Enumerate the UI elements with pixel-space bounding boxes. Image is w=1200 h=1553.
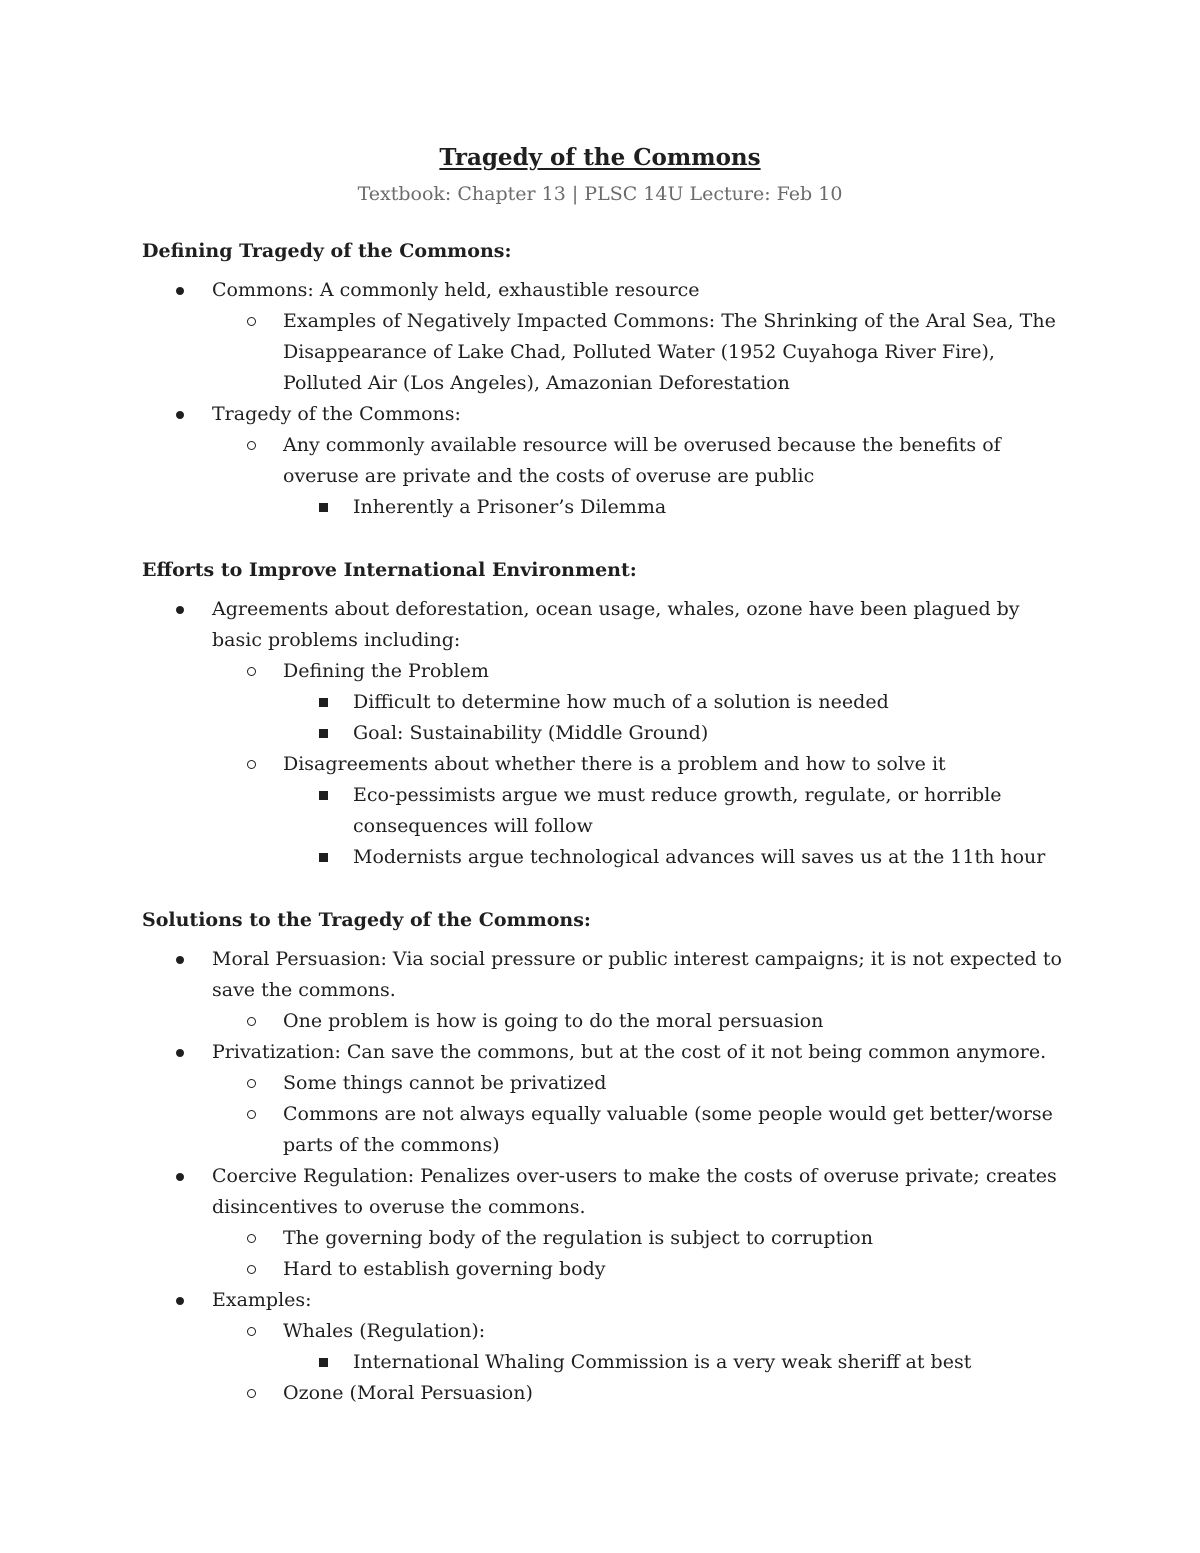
filled-square-bullet-icon xyxy=(319,1358,328,1367)
filled-circle-bullet-icon xyxy=(176,1297,184,1305)
hollow-circle-bullet-icon xyxy=(247,1079,256,1088)
list-item xyxy=(142,594,1062,656)
list-item-text: Defining the Problem xyxy=(283,660,489,682)
list-item-text: Tragedy of the Commons: xyxy=(212,403,461,425)
list-item xyxy=(142,944,1062,1006)
list-item xyxy=(142,1285,1062,1316)
list-item-text: Goal: Sustainability (Middle Ground) xyxy=(353,722,709,744)
list-item-text: Whales (Regulation): xyxy=(283,1320,486,1342)
hollow-circle-bullet-icon xyxy=(247,1234,256,1243)
filled-circle-bullet-icon xyxy=(176,606,184,614)
filled-square-bullet-icon xyxy=(319,698,328,707)
list-item xyxy=(142,687,1062,718)
list-item xyxy=(142,1161,1062,1223)
list-item xyxy=(142,1099,1062,1161)
list-item-text: Examples of Negatively Impacted Commons: The Shrinking of the Aral Sea, The Disappearance of Lake Chad, Polluted Water (1952 Cuyahoga River Fire), Polluted Air (Los Angeles), Amazonian Deforestation xyxy=(283,310,1056,394)
filled-circle-bullet-icon xyxy=(176,1173,184,1181)
hollow-circle-bullet-icon xyxy=(247,1327,256,1336)
filled-square-bullet-icon xyxy=(319,853,328,862)
list-item-text: Inherently a Prisoner’s Dilemma xyxy=(353,496,667,518)
hollow-circle-bullet-icon xyxy=(247,317,256,326)
hollow-circle-bullet-icon xyxy=(247,1110,256,1119)
list-item xyxy=(142,1378,1062,1409)
list-item xyxy=(142,749,1062,780)
list-item-text: Any commonly available resource will be overused because the benefits of overuse are private and the costs of overuse are public xyxy=(283,434,1001,487)
list-item-text: Hard to establish governing body xyxy=(283,1258,606,1280)
list-item-text: The governing body of the regulation is subject to corruption xyxy=(283,1227,873,1249)
bullet-list xyxy=(142,275,1062,523)
list-item-text: International Whaling Commission is a very weak sheriff at best xyxy=(353,1351,972,1373)
list-item-text: One problem is how is going to do the moral persuasion xyxy=(283,1010,824,1032)
list-item xyxy=(142,1347,1062,1378)
list-item xyxy=(142,399,1062,430)
list-item xyxy=(142,430,1062,492)
hollow-circle-bullet-icon xyxy=(247,667,256,676)
filled-circle-bullet-icon xyxy=(176,287,184,295)
section-heading: Efforts to Improve International Environment: xyxy=(142,559,637,581)
list-item xyxy=(142,1006,1062,1037)
list-item xyxy=(142,842,1062,873)
list-item-text: Privatization: Can save the commons, but at the cost of it not being common anymore. xyxy=(212,1041,1047,1063)
list-item xyxy=(142,1223,1062,1254)
bullet-list xyxy=(142,944,1062,1409)
list-item xyxy=(142,1037,1062,1068)
section-heading: Solutions to the Tragedy of the Commons: xyxy=(142,909,591,931)
hollow-circle-bullet-icon xyxy=(247,441,256,450)
list-item xyxy=(142,492,1062,523)
hollow-circle-bullet-icon xyxy=(247,1389,256,1398)
document-subtitle: Textbook: Chapter 13 | PLSC 14U Lecture: Feb 10 xyxy=(357,183,843,205)
list-item xyxy=(142,1068,1062,1099)
list-item-text: Disagreements about whether there is a problem and how to solve it xyxy=(283,753,946,775)
list-item xyxy=(142,1254,1062,1285)
document-title: Tragedy of the Commons xyxy=(439,144,761,171)
list-item-text: Coercive Regulation: Penalizes over-users to make the costs of overuse private; creates disincentives to overuse the commons. xyxy=(212,1165,1057,1218)
list-item xyxy=(142,306,1062,399)
filled-circle-bullet-icon xyxy=(176,1049,184,1057)
list-item-text: Agreements about deforestation, ocean usage, whales, ozone have been plagued by basic problems including: xyxy=(212,598,1020,651)
list-item xyxy=(142,780,1062,842)
hollow-circle-bullet-icon xyxy=(247,760,256,769)
filled-square-bullet-icon xyxy=(319,791,328,800)
filled-square-bullet-icon xyxy=(319,503,328,512)
list-item xyxy=(142,1316,1062,1347)
bullet-list xyxy=(142,594,1062,873)
list-item-text: Eco-pessimists argue we must reduce growth, regulate, or horrible consequences will follow xyxy=(353,784,1002,837)
filled-circle-bullet-icon xyxy=(176,411,184,419)
list-item-text: Some things cannot be privatized xyxy=(283,1072,607,1094)
list-item xyxy=(142,718,1062,749)
list-item-text: Ozone (Moral Persuasion) xyxy=(283,1382,533,1404)
list-item-text: Moral Persuasion: Via social pressure or public interest campaigns; it is not expected to save the commons. xyxy=(212,948,1062,1001)
list-item-text: Difficult to determine how much of a solution is needed xyxy=(353,691,889,713)
list-item-text: Examples: xyxy=(212,1289,312,1311)
filled-circle-bullet-icon xyxy=(176,956,184,964)
list-item-text: Commons are not always equally valuable (some people would get better/worse parts of the commons) xyxy=(283,1103,1053,1156)
list-item-text: Modernists argue technological advances will saves us at the 11th hour xyxy=(353,846,1046,868)
section-efforts xyxy=(142,555,1062,873)
list-item xyxy=(142,275,1062,306)
list-item-text: Commons: A commonly held, exhaustible resource xyxy=(212,279,700,301)
section-defining xyxy=(142,236,1062,523)
filled-square-bullet-icon xyxy=(319,729,328,738)
hollow-circle-bullet-icon xyxy=(247,1017,256,1026)
hollow-circle-bullet-icon xyxy=(247,1265,256,1274)
list-item xyxy=(142,656,1062,687)
section-heading: Defining Tragedy of the Commons: xyxy=(142,240,512,262)
section-solutions xyxy=(142,905,1062,1409)
